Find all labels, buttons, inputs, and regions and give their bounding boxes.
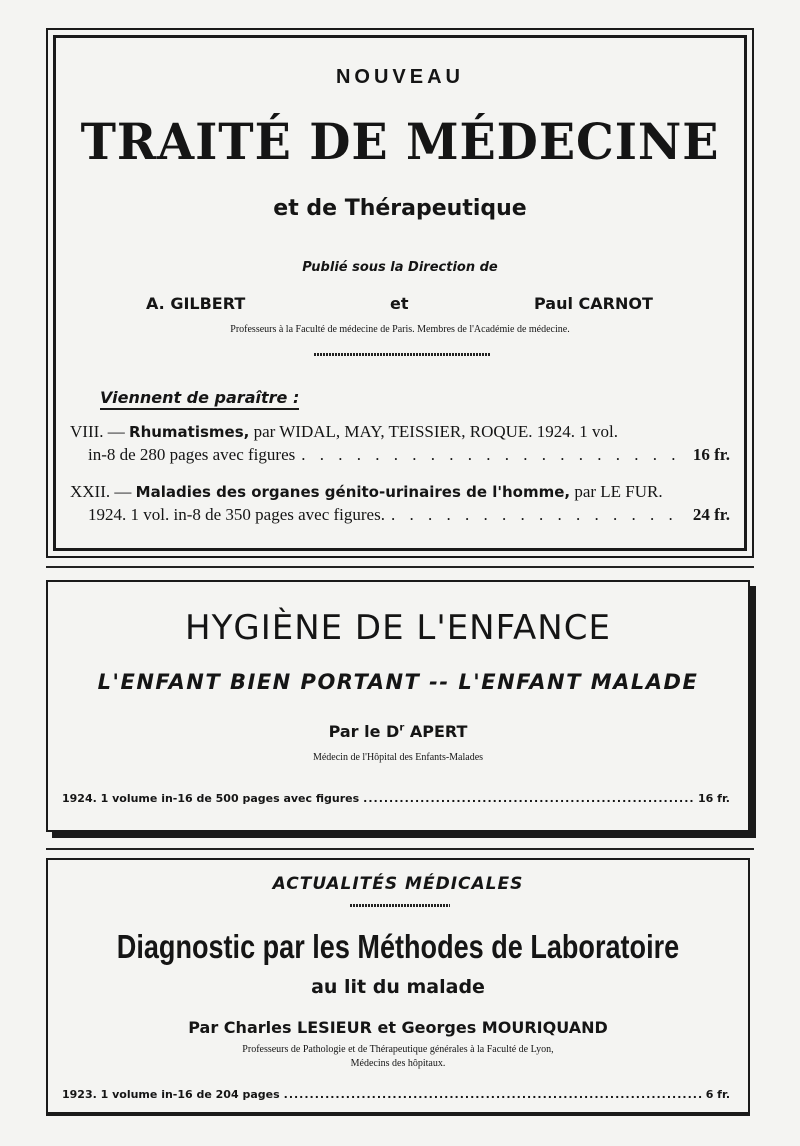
volume-topic: Maladies des organes génito-urinaires de l'homme, bbox=[135, 483, 571, 501]
entry-line-1 bbox=[70, 422, 730, 442]
series-name: ACTUALITÉS MÉDICALES bbox=[272, 874, 524, 894]
direction-label: Publié sous la Direction de bbox=[302, 260, 498, 275]
edition-price: 16 fr. bbox=[698, 792, 730, 805]
author-carnot: Paul CARNOT bbox=[534, 294, 653, 313]
edition-details: 1923. 1 volume in-16 de 204 pages bbox=[62, 1088, 280, 1101]
leader-dots bbox=[363, 792, 694, 805]
edition-line bbox=[62, 1088, 730, 1101]
author-conjunction: et bbox=[390, 294, 409, 313]
professors-note: Professeurs à la Faculté de médecine de Paris. Membres de l'Académie de médecine. bbox=[230, 324, 570, 335]
volume-entry bbox=[70, 482, 730, 525]
inner-frame bbox=[53, 35, 747, 551]
diagnostic-laboratoire-advert bbox=[46, 858, 750, 1116]
volume-number: VIII. — bbox=[70, 422, 125, 441]
volume-price: 16 fr. bbox=[692, 445, 730, 464]
edition-details: 1924. 1 volume in-16 de 500 pages avec figures bbox=[62, 792, 360, 805]
advert-title: HYGIÈNE DE L'ENFANCE bbox=[185, 608, 611, 648]
entry-line-2 bbox=[70, 505, 730, 525]
author-affiliation: Professeurs de Pathologie et de Thérapeutique générales à la Faculté de Lyon, bbox=[242, 1044, 554, 1055]
wavy-divider bbox=[314, 353, 490, 356]
leader-dots bbox=[391, 505, 687, 525]
author-line bbox=[48, 722, 748, 741]
edition-price: 6 fr. bbox=[705, 1088, 730, 1101]
volume-authors: par LE FUR. bbox=[574, 482, 663, 501]
volume-price: 24 fr. bbox=[692, 505, 730, 524]
section-heading: Viennent de paraître : bbox=[100, 388, 299, 410]
volume-topic: Rhumatismes, bbox=[129, 423, 250, 441]
entry-line-2 bbox=[70, 445, 730, 465]
wavy-divider bbox=[350, 904, 450, 907]
authors-line: Par Charles LESIEUR et Georges MOURIQUAND bbox=[188, 1018, 608, 1037]
leader-dots bbox=[301, 445, 687, 465]
advert-title: Diagnostic par les Méthodes de Laboratoire bbox=[116, 928, 680, 965]
advert-subtitle: L'ENFANT BIEN PORTANT -- L'ENFANT MALADE bbox=[97, 670, 699, 694]
hygiene-enfance-advert bbox=[46, 580, 750, 832]
author-name: APERT bbox=[409, 722, 468, 741]
edition-line bbox=[62, 792, 730, 805]
volume-entry bbox=[70, 422, 730, 465]
leader-dots bbox=[284, 1088, 702, 1101]
volume-authors: par WIDAL, MAY, TEISSIER, ROQUE. 1924. 1 vol. bbox=[253, 422, 619, 441]
volume-format: 1924. 1 vol. in-8 de 350 pages avec figures. bbox=[88, 505, 385, 524]
author-gilbert: A. GILBERT bbox=[146, 294, 246, 313]
entry-line-1 bbox=[70, 482, 730, 502]
author-prefix-sup: r bbox=[399, 722, 405, 734]
volume-number: XXII. — bbox=[70, 482, 132, 501]
bottom-rule bbox=[46, 1112, 750, 1116]
overline: NOUVEAU bbox=[335, 66, 464, 88]
advert-subtitle: et de Thérapeutique bbox=[273, 196, 527, 221]
separator-rule bbox=[46, 848, 754, 850]
advert-subtitle: au lit du malade bbox=[311, 976, 485, 998]
author-affiliation: Médecin de l'Hôpital des Enfants-Malades bbox=[312, 752, 484, 763]
author-affiliation: Médecins des hôpitaux. bbox=[350, 1058, 446, 1069]
volume-format: in-8 de 280 pages avec figures bbox=[88, 445, 296, 464]
separator-rule bbox=[46, 566, 754, 568]
advert-title: TRAITÉ DE MÉDECINE bbox=[80, 112, 720, 171]
traite-medecine-advert bbox=[46, 28, 754, 558]
author-prefix: Par le D bbox=[328, 722, 400, 741]
